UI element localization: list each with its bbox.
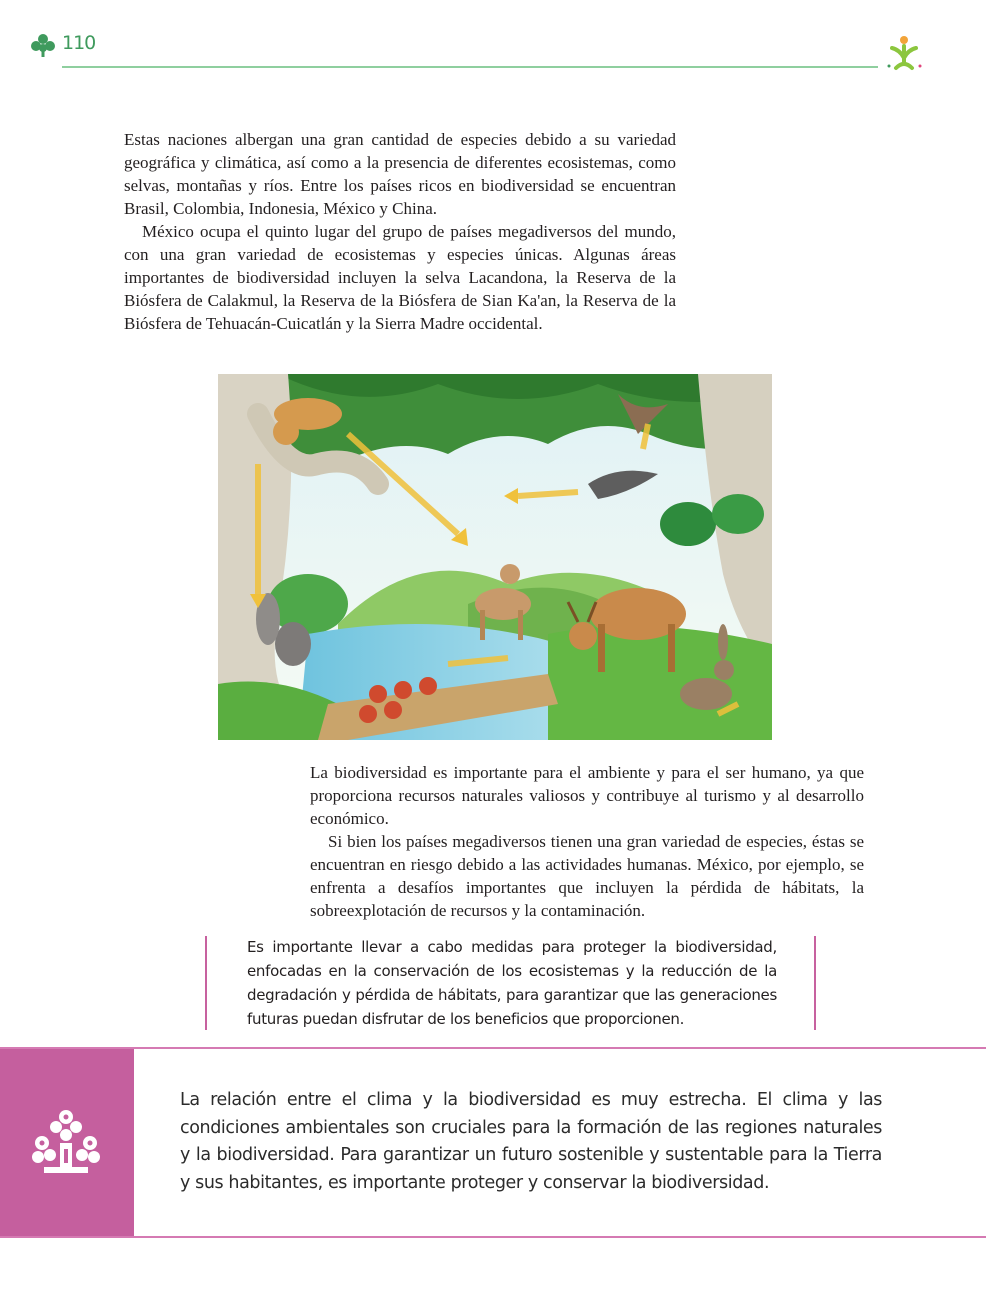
sprout-figure-icon [884, 34, 924, 72]
summary-box [0, 1047, 986, 1238]
summary-text: La relación entre el clima y la biodiversidad es muy estrecha. El clima y las condiciones ambientales son cruciales para la formación de las regiones naturales y la biodiversidad. Para garantizar un futuro sostenible y sustentable para la Tierra y sus habitantes, es importante proteger y conservar la biodiversidad. [180, 1090, 882, 1193]
paragraph: Si bien los países megadiversos tienen una gran variedad de especies, éstas se encuentran en riesgo debido a las actividades humanas. México, por ejemplo, se enfrenta a desafíos importantes que incluyen la pérdida de hábitats, la sobreexplotación de recursos y la contaminación. [310, 832, 864, 920]
flower-motif-icon [30, 1109, 102, 1177]
intro-text-block [124, 128, 676, 335]
paragraph: México ocupa el quinto lugar del grupo de países megadiversos del mundo, con una gran variedad de ecosistemas y especies únicas. Algunas áreas importantes de biodiversidad incluyen la selva Lacandona, la Reserva de la Biósfera de Calakmul, la Reserva de la Biósfera de Sian Ka'an, la Reserva de la Biósfera de Tehuacán-Cuicatlán y la Sierra Madre occidental. [124, 222, 676, 333]
clover-leaf-icon [30, 33, 56, 57]
header-rule [62, 66, 878, 68]
importance-text-block [310, 761, 864, 922]
conservation-callout [205, 936, 816, 1030]
paragraph: La biodiversidad es importante para el ambiente y para el ser humano, ya que proporciona recursos naturales valiosos y contribuye al turismo y al desarrollo económico. [310, 763, 864, 828]
summary-tab [0, 1049, 134, 1236]
callout-text: Es importante llevar a cabo medidas para proteger la biodiversidad, enfocadas en la conservación de los ecosistemas y la reducción de la degradación y pérdida de hábitats, para garantizar que las generaciones futuras puedan disfrutar de los beneficios que proporcionen. [247, 938, 777, 1028]
jungle-ecosystem-illustration [218, 374, 772, 740]
paragraph: Estas naciones albergan una gran cantidad de especies debido a su variedad geográfica y climática, así como a la presencia de diferentes ecosistemas, como selvas, montañas y ríos. Entre los países ricos en biodiversidad se encuentran Brasil, Colombia, Indonesia, México y China. [124, 130, 676, 218]
page-number: 110 [62, 32, 96, 54]
